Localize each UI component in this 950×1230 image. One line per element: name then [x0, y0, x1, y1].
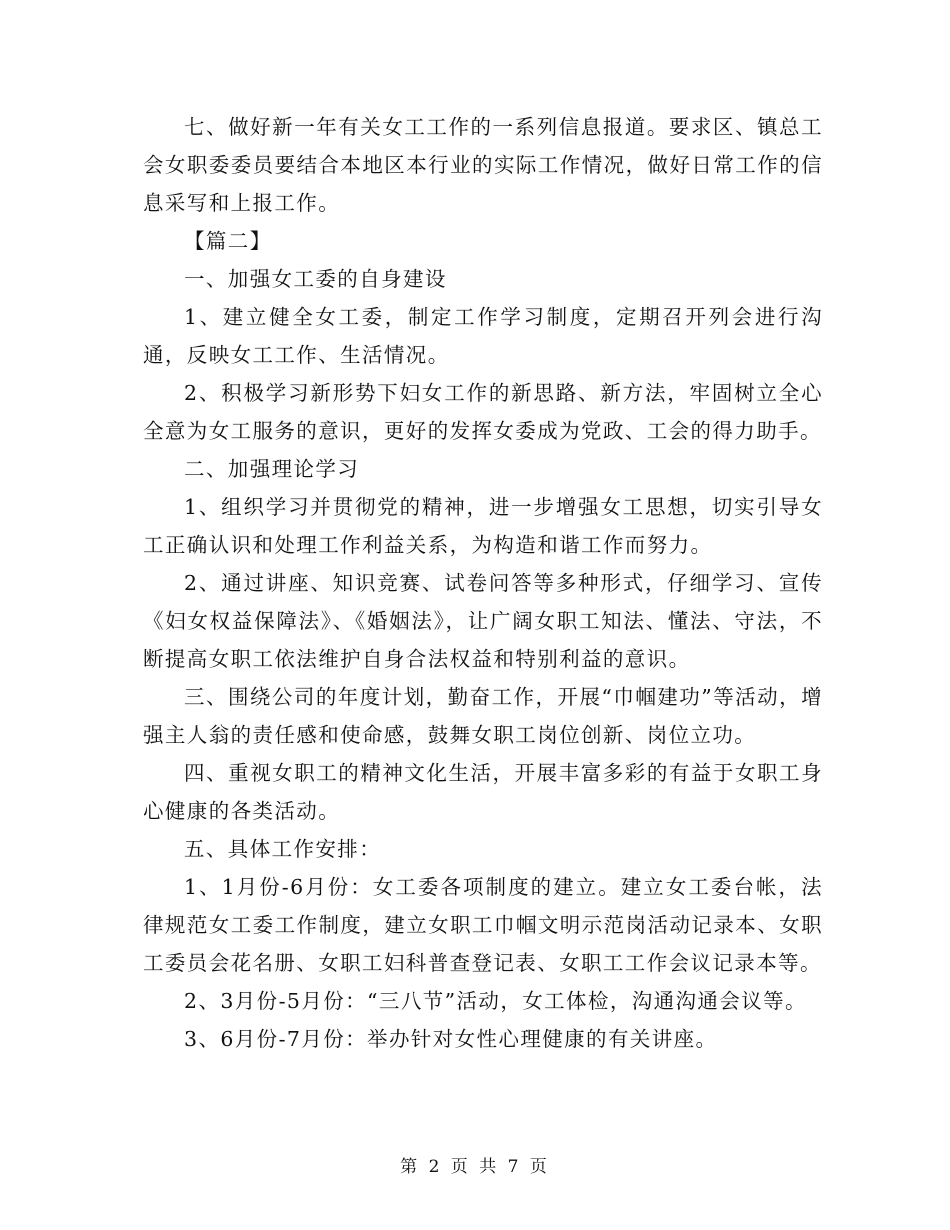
- heading-self-building: 一、加强女工委的自身建设: [184, 267, 447, 291]
- document-body: [143, 108, 823, 1058]
- heading-work-schedule: 五、具体工作安排：: [184, 837, 382, 861]
- section-title-part-two: 【篇二】: [184, 229, 272, 253]
- paragraph-item-1-committee: 1、建立健全女工委，制定工作学习制度，定期召开列会进行沟通，反映女工工作、生活情况。: [143, 305, 823, 367]
- paragraph-section-7-report: 七、做好新一年有关女工工作的一系列信息报道。要求区、镇总工会女职委委员要结合本地区本行业的实际工作情况，做好日常工作的信息采写和上报工作。: [143, 115, 823, 215]
- page-number-footer: 第 2 页 共 7 页: [400, 1157, 550, 1177]
- heading-theory-study: 二、加强理论学习: [184, 457, 360, 481]
- paragraph-section-3-annual-plan: 三、围绕公司的年度计划，勤奋工作，开展“巾帼建功”等活动，增强主人翁的责任感和使命感，鼓舞女职工岗位创新、岗位立功。: [143, 685, 823, 747]
- paragraph-section-4-cultural-life: 四、重视女职工的精神文化生活，开展丰富多彩的有益于女职工身心健康的各类活动。: [143, 761, 823, 823]
- paragraph-item-1-organize-study: 1、组织学习并贯彻党的精神，进一步增强女工思想，切实引导女工正确认识和处理工作利益关系，为构造和谐工作而努力。: [143, 495, 823, 557]
- paragraph-item-2-new-ideas: 2、积极学习新形势下妇女工作的新思路、新方法，牢固树立全心全意为女工服务的意识，更好的发挥女委成为党政、工会的得力助手。: [143, 381, 823, 443]
- paragraph-schedule-mar-may: 2、3月份-5月份：“三八节”活动，女工体检，沟通沟通会议等。: [184, 989, 807, 1013]
- paragraph-schedule-jun-jul: 3、6月份-7月份：举办针对女性心理健康的有关讲座。: [184, 1027, 718, 1051]
- paragraph-item-2-lectures: 2、通过讲座、知识竞赛、试卷问答等多种形式，仔细学习、宣传《妇女权益保障法》、《婚姻法》，让广阔女职工知法、懂法、守法，不断提高女职工依法维护自身合法权益和特别利益的意识。: [143, 571, 823, 671]
- paragraph-schedule-jan-jun: 1、1月份-6月份：女工委各项制度的建立。建立女工委台帐，法律规范女工委工作制度，建立女职工巾帼文明示范岗活动记录本、女职工委员会花名册、女职工妇科普查登记表、女职工工作会议记录本等。: [143, 875, 823, 975]
